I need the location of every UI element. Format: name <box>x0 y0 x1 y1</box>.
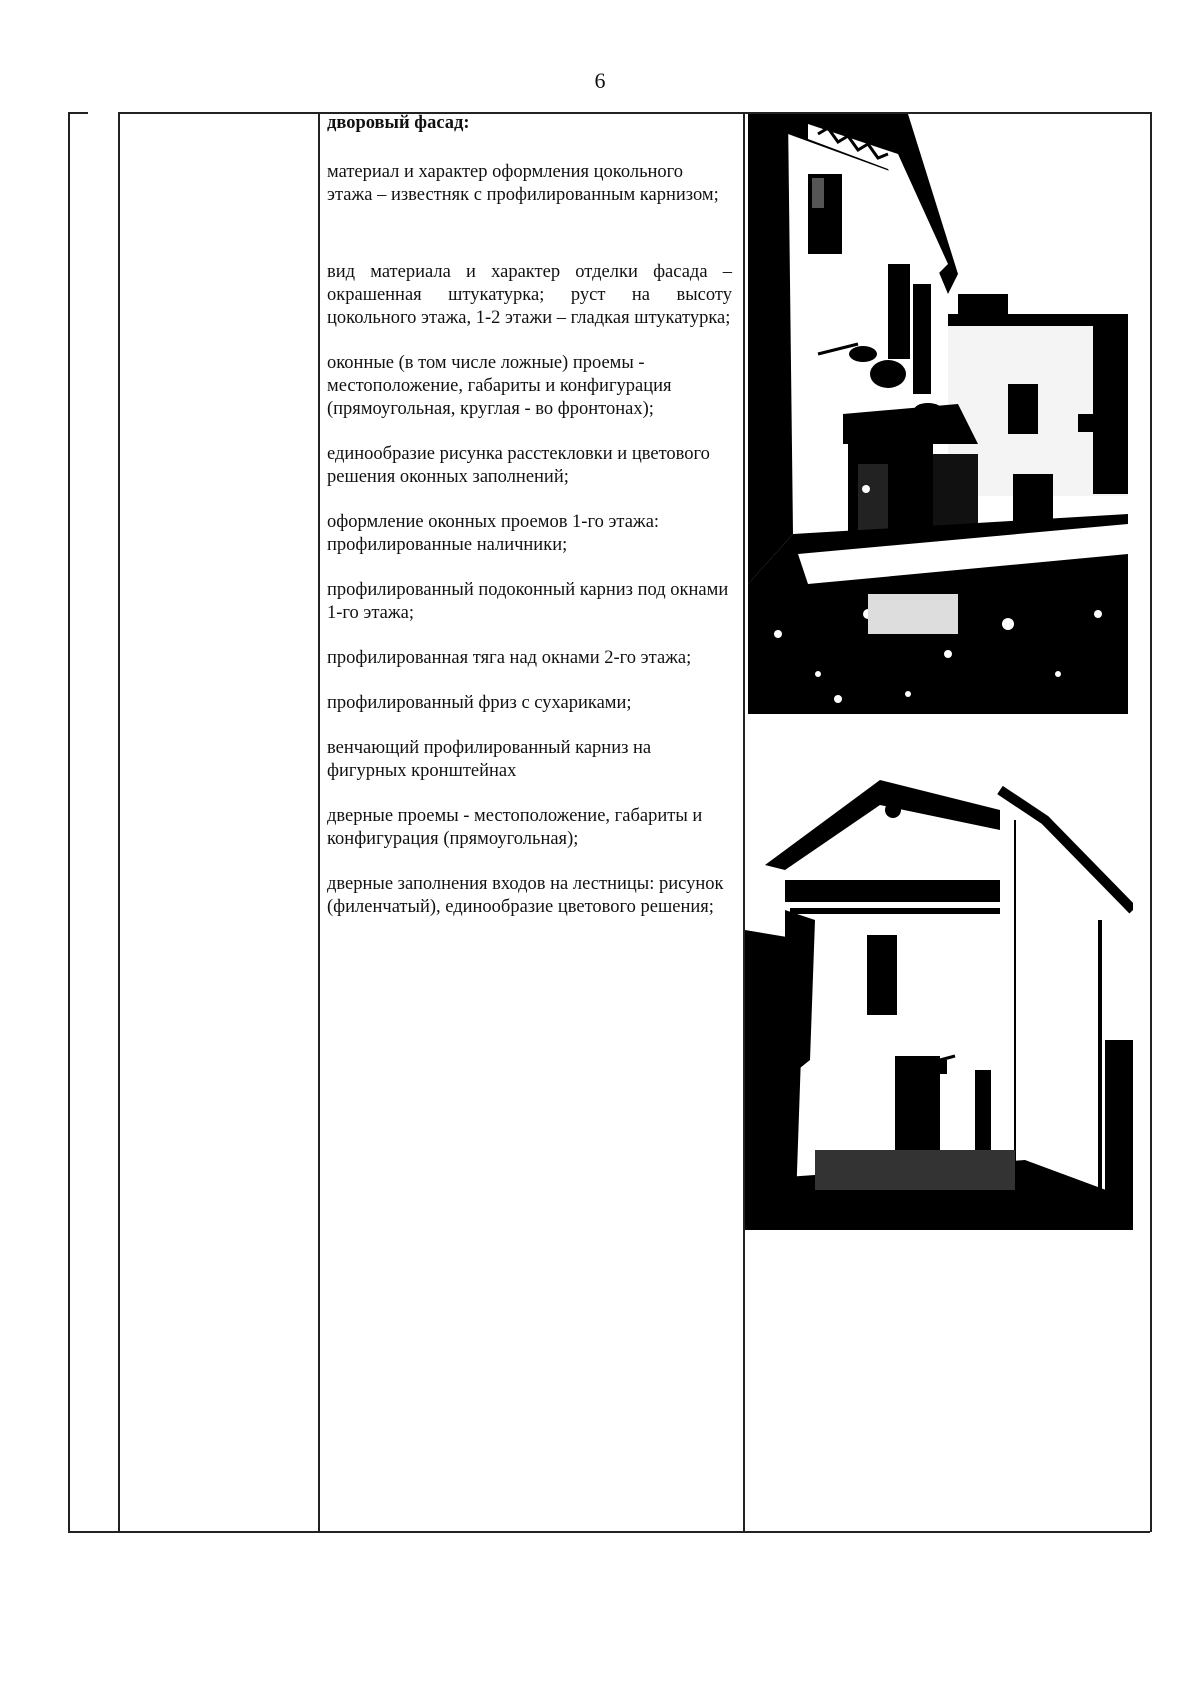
list-item: профилированная тяга над окнами 2-го этажа; <box>327 648 692 668</box>
page-number: 6 <box>594 68 606 93</box>
list-item: профилированный подоконный карниз под окнами 1-го этажа; <box>327 580 729 623</box>
list-item: оконные (в том числе ложные) проемы - местоположение, габариты и конфигурация (прямоугольная, круглая - во фронтонах); <box>327 353 672 419</box>
list-item: единообразие рисунка расстекловки и цветового решения оконных заполнений; <box>327 444 710 487</box>
table-top-stub <box>68 112 88 114</box>
table-bottom-border <box>68 1531 1150 1533</box>
list-item: вид материала и характер отделки фасада – окрашенная штукатурка; руст на высоту цокольного этажа, 1-2 этажи – гладкая штукатурка; <box>327 262 732 328</box>
courtyard-facade-photo <box>748 114 1128 714</box>
list-item: оформление оконных проемов 1-го этажа: профилированные наличники; <box>327 512 660 555</box>
list-item: дверные проемы - местоположение, габариты и конфигурация (прямоугольная); <box>327 806 703 849</box>
facade-description-cell <box>327 112 732 941</box>
table-right-border <box>1150 112 1152 1532</box>
list-item: дверные заполнения входов на лестницы: рисунок (филенчатый), единообразие цветового решения; <box>327 874 724 917</box>
column-divider-1 <box>118 112 120 1532</box>
pediment-facade-photo <box>745 760 1133 1230</box>
list-item: венчающий профилированный карниз на фигурных кронштейнах <box>327 738 652 781</box>
list-item: материал и характер оформления цокольного этажа – известняк с профилированным карнизом; <box>327 162 719 205</box>
column-divider-2 <box>318 112 320 1532</box>
table-left-border <box>68 112 70 1532</box>
section-heading: дворовый фасад: <box>327 113 470 133</box>
list-item: профилированный фриз с сухариками; <box>327 693 632 713</box>
